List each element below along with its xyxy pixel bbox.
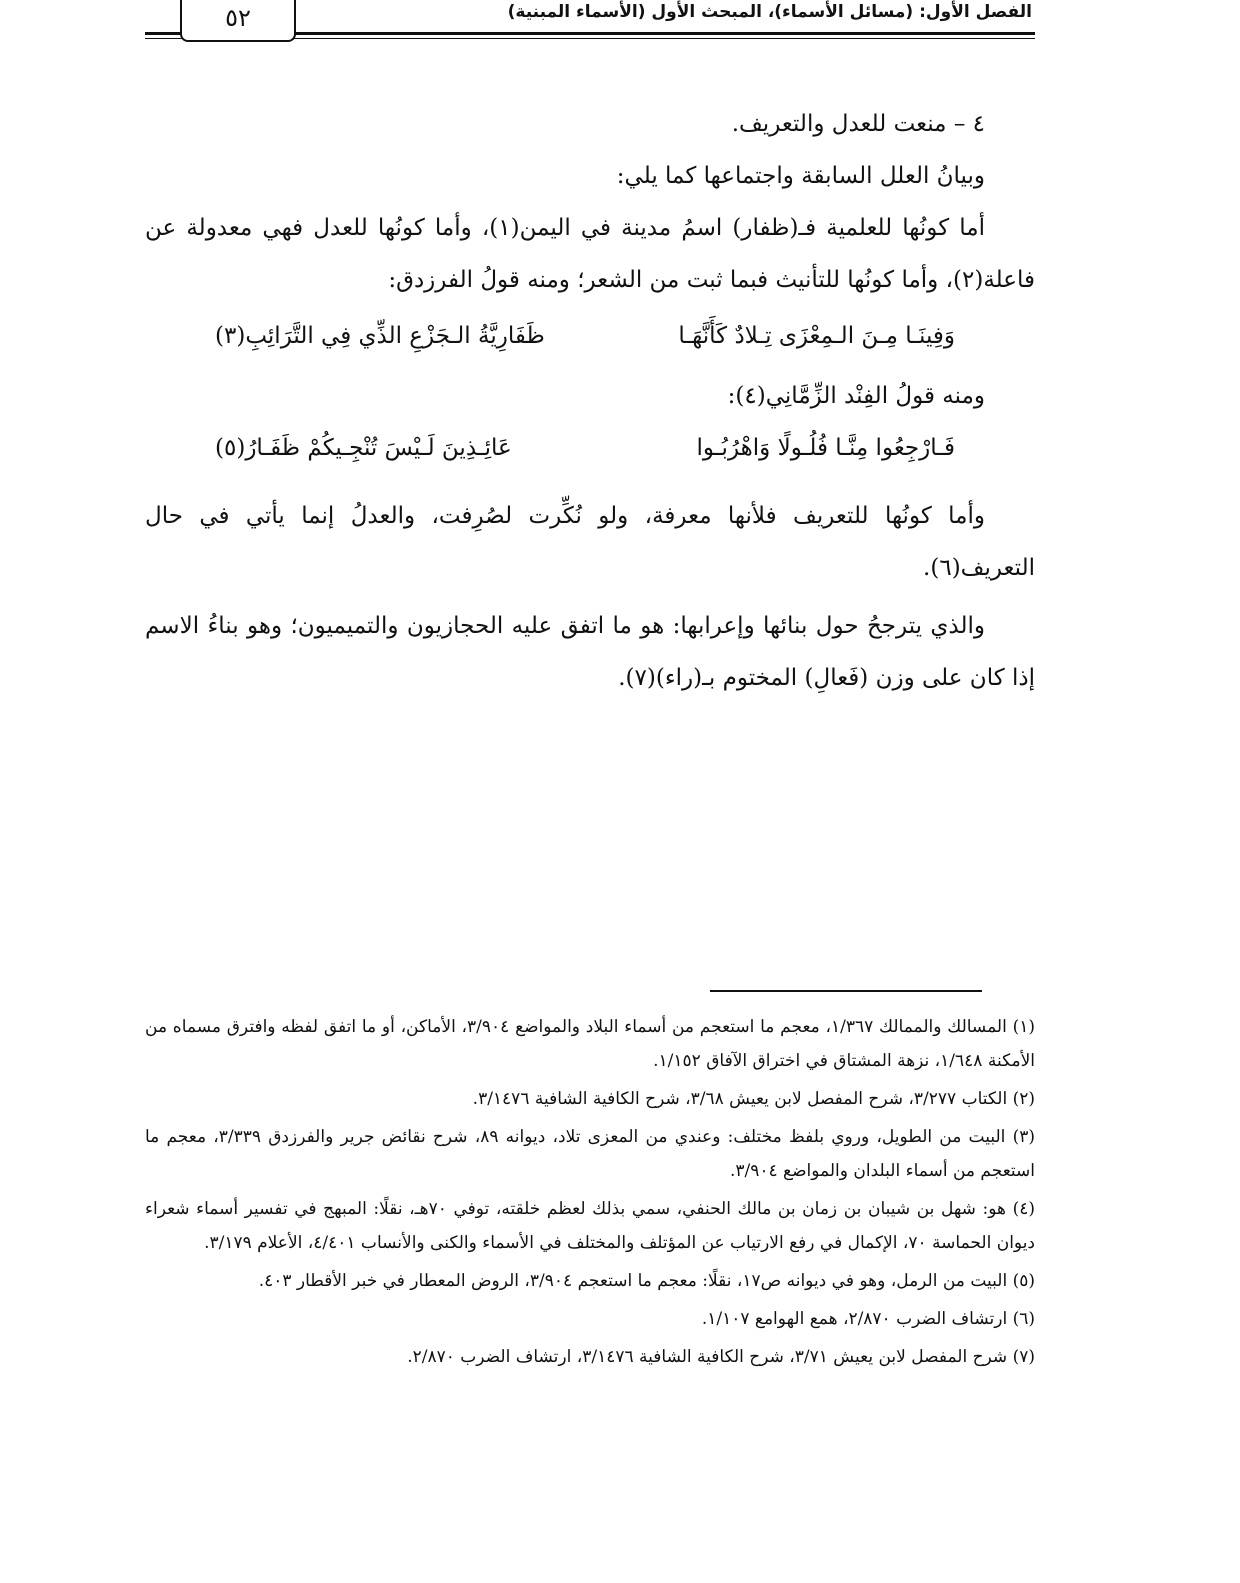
body-text-3 — [145, 490, 1035, 704]
paragraph-3: أما كونُها للعلمية فـ(ظفار) اسمُ مدينة في اليمن(١)، وأما كونُها للعدل فهي معدولة عن فاعلة(٢)، وأما كونُها للتأنيث فبما ثبت من الشعر؛ ومنه قولُ الفرزدق: — [145, 215, 1035, 293]
running-head: الفصل الأول: (مسائل الأسماء)، المبحث الأول (الأسماء المبنية) — [507, 2, 1032, 22]
page-number: ٥٢ — [180, 0, 296, 42]
footnote-6: (٦) ارتشاف الضرب ٢/٨٧٠، همع الهوامع ١/١٠٧. — [701, 1309, 1035, 1329]
body-text — [145, 98, 1035, 306]
footnotes — [145, 1010, 1035, 1378]
paragraph-4: ومنه قولُ الفِنْد الزِّمَّانِي(٤): — [727, 383, 985, 409]
paragraph-1: ٤ – منعت للعدل والتعريف. — [731, 111, 985, 137]
footnote-1: (١) المسالك والممالك ١/٣٦٧، معجم ما استعجم من أسماء البلاد والمواضع ٣/٩٠٤، الأماكن، أو ما اتفق لفظه وافترق مسماه من الأمكنة ١/٦٤٨، نزهة المشتاق في اختراق الآفاق ١/١٥٢. — [145, 1017, 1036, 1071]
verse-2-first-hemistich: فَـارْجِعُوا مِنَّـا فُلُـولًا وَاهْرُبُـوا — [696, 435, 955, 461]
paragraph-6: والذي يترجحُ حول بنائها وإعرابها: هو ما اتفق عليه الحجازيون والتميميون؛ وهو بناءُ الاسم إذا كان على وزن (فَعالِ) المختوم بـ(راء)(٧). — [145, 613, 1035, 691]
paragraph-2: وبيانُ العلل السابقة واجتماعها كما يلي: — [616, 163, 985, 189]
footnote-3: (٣) البيت من الطويل، وروي بلفظ مختلف: وعندي من المعزى تلاد، ديوانه ٨٩، شرح نقائض جرير والفرزدق ٣/٣٣٩، معجم ما استعجم من أسماء البلدان والمواضع ٣/٩٠٤. — [145, 1127, 1035, 1181]
footnote-5: (٥) البيت من الرمل، وهو في ديوانه ص١٧، نقلًا: معجم ما استعجم ٣/٩٠٤، الروض المعطار في خبر الأقطار ٤٠٣. — [258, 1271, 1035, 1291]
footnote-7: (٧) شرح المفصل لابن يعيش ٣/٧١، شرح الكافية الشافية ٣/١٤٧٦، ارتشاف الضرب ٢/٨٧٠. — [407, 1347, 1035, 1367]
verse-2-second-hemistich: عَائِـذِينَ لَـيْسَ تُنْجِـيكُمْ ظَفَـارُ(٥) — [215, 435, 512, 461]
verse-1-second-hemistich: ظَفَارِيَّةُ الـجَزْعِ الذِّي فِي التَّرَائِبِ(٣) — [215, 323, 545, 349]
footnote-separator — [710, 990, 982, 992]
footnote-2: (٢) الكتاب ٣/٢٧٧، شرح المفصل لابن يعيش ٣/٦٨، شرح الكافية الشافية ٣/١٤٧٦. — [472, 1089, 1035, 1109]
verse-1-first-hemistich: وَفِينَـا مِـنَ الـمِعْزَى تِـلادٌ كَأَنَّهَـا — [678, 323, 955, 349]
paragraph-5: وأما كونُها للتعريف فلأنها معرفة، ولو نُكِّرت لصُرِفت، والعدلُ إنما يأتي في حال التعريف(٦). — [145, 503, 1035, 581]
body-text-2 — [145, 370, 1035, 422]
footnote-4: (٤) هو: شهل بن شيبان بن زمان بن مالك الحنفي، سمي بذلك لعظم خلقته، توفي ٧٠هـ، نقلًا: المبهج في تفسير أسماء شعراء ديوان الحماسة ٧٠، الإكمال في رفع الارتياب عن المؤتلف والمختلف في الأسماء والكنى والأنساب ٤/٤٠١، الأعلام ٣/١٧٩. — [145, 1199, 1035, 1253]
